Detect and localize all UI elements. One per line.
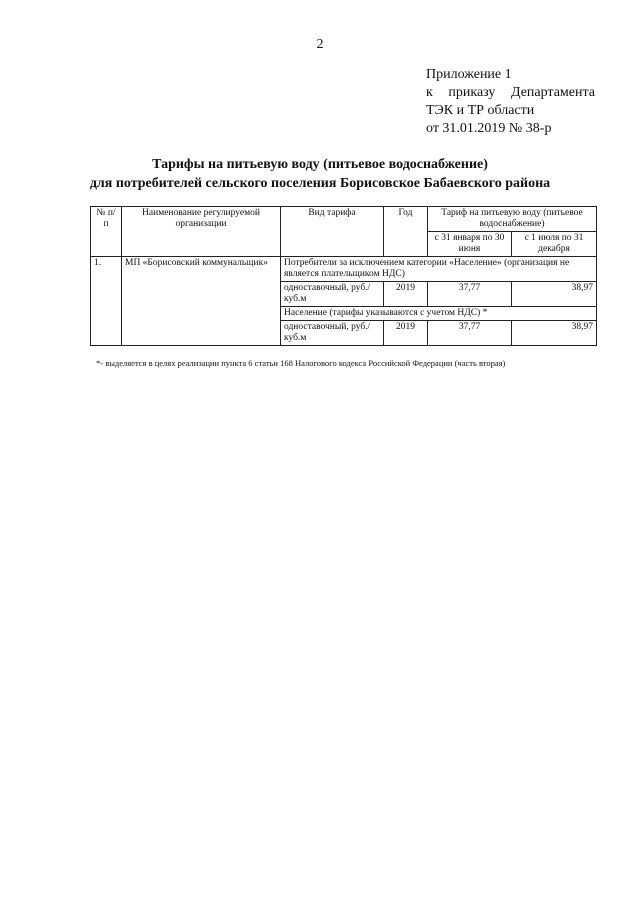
- row-group-2: Население (тарифы указываются с учетом НДС) *: [281, 307, 597, 321]
- title-line-1: Тарифы на питьевую воду (питьевое водоснабжение): [152, 157, 488, 172]
- row-group-1-type: одноставочный, руб./куб.м: [281, 282, 384, 307]
- header-tariff: Тариф на питьевую воду (питьевое водоснабжение): [428, 207, 597, 232]
- row-num: 1.: [91, 257, 122, 346]
- appendix-line-3: ТЭК и ТР области: [426, 103, 535, 118]
- table-row: [91, 257, 597, 282]
- title-line-2: для потребителей сельского поселения Борисовское Бабаевского района: [89, 176, 551, 191]
- row-group-1: Потребители за исключением категории «Население» (организация не является плательщиком НДС): [281, 257, 597, 282]
- header-org: Наименование регулируемой организации: [122, 207, 281, 257]
- header-period-2: с 1 июля по 31 декабря: [512, 232, 597, 257]
- appendix-line-4: от 31.01.2019 № 38-р: [426, 121, 552, 136]
- row-group-2-type: одноставочный, руб./куб.м: [281, 321, 384, 346]
- document-title: [0, 155, 640, 193]
- footnote: *- выделяется в целях реализации пункта 6 статьи 168 Налогового кодекса Российской Федерации (часть вторая): [96, 358, 506, 368]
- header-type: Вид тарифа: [281, 207, 384, 257]
- row-group-1-year: 2019: [384, 282, 428, 307]
- header-period-1: с 31 января по 30 июня: [428, 232, 512, 257]
- row-group-2-period-2: 38,97: [512, 321, 597, 346]
- appendix-line-2: к приказу Департамента: [426, 85, 595, 100]
- appendix-header: [426, 66, 595, 138]
- appendix-line-1: Приложение 1: [426, 67, 512, 82]
- row-org: МП «Борисовский коммунальщик»: [122, 257, 281, 346]
- header-year: Год: [384, 207, 428, 257]
- row-group-1-period-1: 37,77: [428, 282, 512, 307]
- row-group-2-period-1: 37,77: [428, 321, 512, 346]
- row-group-2-year: 2019: [384, 321, 428, 346]
- page-number: 2: [316, 37, 324, 52]
- table-header-row: [91, 207, 597, 232]
- tariff-table: [90, 206, 597, 346]
- header-num: № п/п: [91, 207, 122, 257]
- row-group-1-period-2: 38,97: [512, 282, 597, 307]
